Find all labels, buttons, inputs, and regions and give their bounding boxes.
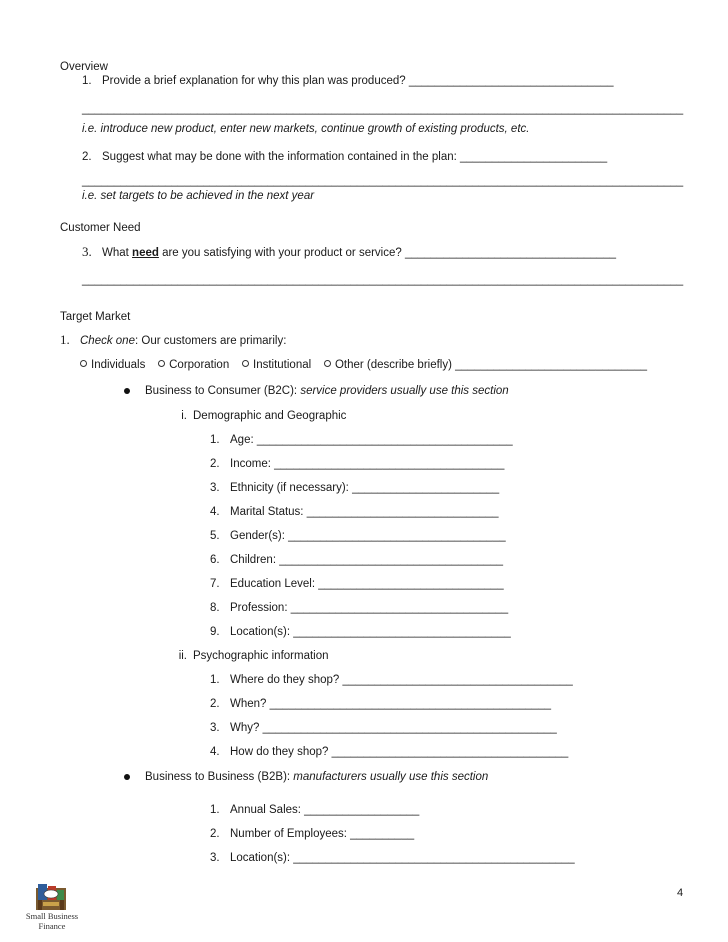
demo-item-income[interactable]: 2. Income: ____________________________________ [210,458,505,470]
radio-circle-icon[interactable] [242,360,249,367]
customer-need-heading: Customer Need [60,222,141,234]
customer-need-q3 [82,245,616,260]
demographic-heading: i. Demographic and Geographic [165,409,346,423]
demographic-numeral: i. [181,410,187,422]
overview-heading: Overview [60,61,108,73]
page-number: 4 [677,887,684,899]
radio-circle-icon[interactable] [324,360,331,367]
psycho-item-how[interactable]: 4. How do they shop? _____________________________________ [210,746,569,758]
check-one-line [60,333,286,348]
check-one-label: Check one [80,335,135,347]
demo-item-age[interactable]: 1. Age: ________________________________________ [210,434,513,446]
b2b-heading: Business to Business (B2B): manufacturers usually use this section [145,771,489,783]
b2b-item-annual-sales[interactable]: 1. Annual Sales: __________________ [210,804,420,816]
option-individuals[interactable]: Individuals [80,359,145,371]
demo-item-education[interactable]: 7. Education Level: _____________________________ [210,578,504,590]
radio-circle-icon[interactable] [80,360,87,367]
q3-after[interactable]: are you satisfying with your product or service? _________________________________ [158,247,617,259]
psycho-item-where[interactable]: 1. Where do they shop? ____________________________________ [210,674,573,686]
logo-text: Small Business Finance [25,911,79,931]
target-market-heading: Target Market [60,311,131,323]
q1-number: 1. [82,75,92,87]
b2b-item-employees[interactable]: 2. Number of Employees: __________ [210,828,415,840]
check-number: 1. [60,332,70,347]
demo-item-children[interactable]: 6. Children: ___________________________________ [210,554,504,566]
q3-need-emphasis: need [132,247,159,259]
q1-answer-line[interactable]: ______________________________________________________________________________________________ [82,103,684,115]
option-corporation[interactable]: Corporation [158,359,229,371]
b2b-item-location[interactable]: 3. Location(s): ____________________________________________ [210,852,575,864]
b2c-heading: Business to Consumer (B2C): service providers usually use this section [145,385,509,397]
demo-item-profession[interactable]: 8. Profession: __________________________________ [210,602,509,614]
b2b-note: manufacturers usually use this section [293,771,489,783]
q2-text[interactable]: Suggest what may be done with the information contained in the plan: _______________________ [102,151,608,163]
q1-text[interactable]: Provide a brief explanation for why this plan was produced? ________________________________ [102,75,614,87]
option-other[interactable]: Other (describe briefly) ______________________________ [324,359,647,371]
psycho-item-when[interactable]: 2. When? ____________________________________________ [210,698,552,710]
q3-answer-line[interactable]: ______________________________________________________________________________________________ [82,274,684,286]
option-institutional[interactable]: Institutional [242,359,311,371]
demo-item-marital-status[interactable]: 4. Marital Status: ______________________________ [210,506,499,518]
overview-q1 [82,74,614,88]
b2c-bullet-icon [124,388,130,394]
overview-q2 [82,150,607,164]
q2-hint: i.e. set targets to be achieved in the next year [82,190,315,202]
q3-before: What [102,247,133,259]
b2c-note: service providers usually use this section [300,385,509,397]
psychographic-heading: ii. Psychographic information [165,649,329,663]
b2b-bullet-icon [124,774,130,780]
q2-answer-line[interactable]: ______________________________________________________________________________________________ [82,175,684,187]
demo-item-gender[interactable]: 5. Gender(s): __________________________________ [210,530,506,542]
customer-type-options [80,358,647,372]
radio-circle-icon[interactable] [158,360,165,367]
q3-number: 3. [82,244,92,259]
demo-item-ethnicity[interactable]: 3. Ethnicity (if necessary): _______________________ [210,482,500,494]
demo-item-location[interactable]: 9. Location(s): __________________________________ [210,626,511,638]
psychographic-numeral: ii. [178,650,187,662]
psycho-item-why[interactable]: 3. Why? ______________________________________________ [210,722,557,734]
q2-number: 2. [82,151,92,163]
check-one-rest: : Our customers are primarily: [134,335,287,347]
q1-hint: i.e. introduce new product, enter new markets, continue growth of existing products, etc. [82,123,530,135]
